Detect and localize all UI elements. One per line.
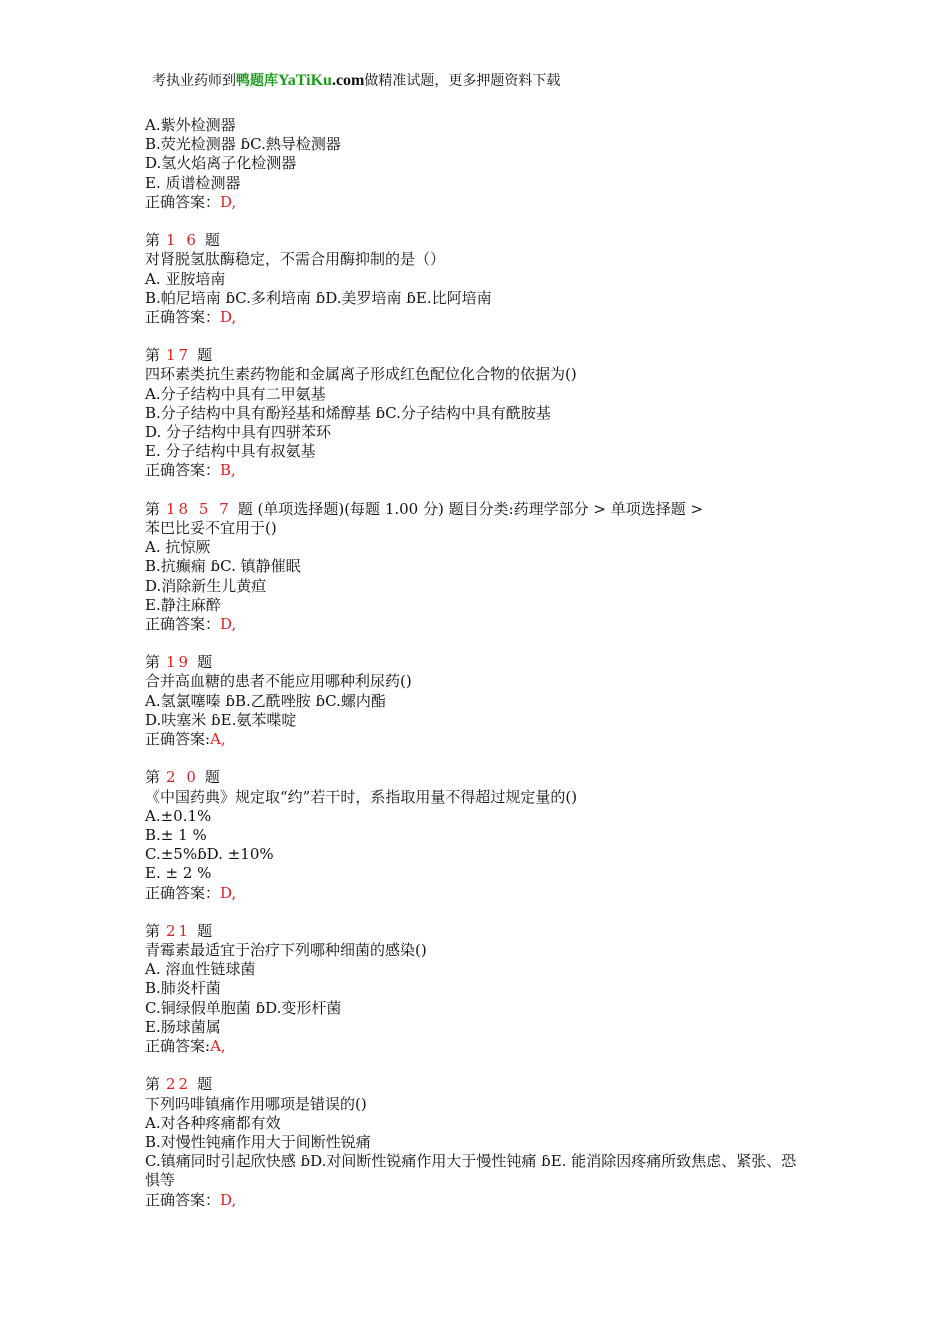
question-number: 21	[166, 921, 192, 940]
question-stem: 对肾脱氢肽酶稳定，不需合用酶抑制的是（）	[145, 250, 446, 269]
heading-suffix: 题 (单项选择题)(每题 1.00 分) 题目分类:药理学部分 > 单项选择题 >	[237, 499, 704, 518]
question-heading	[145, 231, 805, 250]
answer-label: 正确答案：	[145, 883, 221, 902]
heading-prefix: 第	[145, 921, 161, 940]
answer-value: B,	[220, 461, 236, 480]
option-line: A.氢氯噻嗪 ɓB.乙酰唑胺 ɓC.螺内酯	[145, 691, 386, 710]
question-20	[145, 768, 805, 902]
heading-prefix: 第	[145, 768, 161, 787]
heading-suffix: 题	[197, 921, 213, 940]
answer-line	[145, 884, 805, 903]
question-number: 2 0	[166, 768, 199, 787]
option-line: A.对各种疼痛都有效	[145, 1113, 281, 1132]
question-stem: 下列吗啡镇痛作用哪项是错误的()	[145, 1094, 367, 1113]
answer-label: 正确答案：	[145, 307, 221, 326]
answer-label: 正确答案：	[145, 461, 221, 480]
header-prefix: 考执业药师到	[152, 73, 236, 89]
question-number: 17	[166, 346, 192, 365]
question-21	[145, 922, 805, 1056]
option-line: B.帕尼培南 ɓC.多利培南 ɓD.美罗培南 ɓE.比阿培南	[145, 288, 492, 307]
question-heading	[145, 500, 805, 519]
option-line: A. 亚胺培南	[145, 269, 226, 288]
heading-suffix: 题	[197, 1075, 213, 1094]
heading-prefix: 第	[145, 346, 161, 365]
brand-name-cn[interactable]: 鸭题库	[236, 73, 278, 89]
option-line: E. 分子结构中具有叔氨基	[145, 442, 316, 461]
question-stem: 合并高血糖的患者不能应用哪种利尿药()	[145, 672, 412, 691]
option-line: C.±5%ɓD. ±10%	[145, 845, 274, 864]
question-number: 18 5 7	[166, 499, 232, 518]
question-list	[145, 116, 805, 1210]
question-stem: 青霉素最适宜于治疗下列哪种细菌的感染()	[145, 941, 427, 960]
site-header	[152, 71, 560, 91]
heading-suffix: 题	[197, 346, 213, 365]
option-line: A.紫外检测器	[145, 116, 236, 134]
answer-line	[145, 1191, 805, 1210]
question-15	[145, 116, 805, 212]
heading-suffix: 题	[204, 231, 220, 250]
answer-label: 正确答案：	[145, 614, 221, 633]
question-heading	[145, 653, 805, 672]
option-line: B.肺炎杆菌	[145, 979, 221, 998]
heading-prefix: 第	[145, 499, 161, 518]
option-line: B.抗癫痫 ɓC. 镇静催眠	[145, 557, 301, 576]
answer-value: A,	[210, 730, 226, 749]
answer-value: D,	[220, 883, 237, 902]
answer-line	[145, 193, 805, 212]
answer-value: D,	[220, 1190, 237, 1209]
option-line: C.镇痛同时引起欣快感 ɓD.对间断性锐痛作用大于慢性钝痛 ɓE. 能消除因疼痛所致焦虑、紧张、恐惧等	[145, 1152, 797, 1190]
option-line: B.分子结构中具有酚羟基和烯醇基 ɓC.分子结构中具有酰胺基	[145, 403, 551, 422]
option-line: A.分子结构中具有二甲氨基	[145, 384, 326, 403]
answer-label: 正确答案:	[145, 730, 211, 749]
question-18	[145, 500, 805, 634]
option-line: B.荧光检测器 ɓC.熱导检测器	[145, 135, 341, 154]
question-22	[145, 1075, 805, 1209]
brand-name-en[interactable]: YaTiKu	[278, 72, 332, 89]
question-heading	[145, 346, 805, 365]
question-17	[145, 346, 805, 480]
question-number: 22	[166, 1075, 192, 1094]
option-line: A. 溶血性链球菌	[145, 960, 256, 979]
heading-prefix: 第	[145, 653, 161, 672]
option-line: E.静注麻醉	[145, 595, 221, 614]
answer-value: D,	[220, 307, 237, 326]
option-line: D.氢火焰离子化检测器	[145, 154, 297, 173]
option-line: E.肠球菌属	[145, 1017, 221, 1036]
question-19	[145, 653, 805, 749]
option-line: C.铜绿假单胞菌 ɓD.变形杆菌	[145, 998, 342, 1017]
answer-value: D,	[220, 614, 237, 633]
answer-label: 正确答案:	[145, 1037, 211, 1056]
answer-line	[145, 730, 805, 749]
question-heading	[145, 922, 805, 941]
option-line: D.呋塞米 ɓE.氨苯喋啶	[145, 710, 297, 729]
option-line: D. 分子结构中具有四骈苯环	[145, 423, 332, 441]
heading-prefix: 第	[145, 1075, 161, 1094]
option-line: E. 质谱检测器	[145, 173, 241, 192]
answer-line	[145, 461, 805, 480]
question-stem: 苯巴比妥不宜用于()	[145, 518, 277, 537]
option-line: D.消除新生儿黄疸	[145, 576, 267, 595]
answer-line	[145, 308, 805, 327]
answer-label: 正确答案：	[145, 192, 221, 211]
option-line: A.±0.1%	[145, 806, 212, 825]
heading-suffix: 题	[197, 653, 213, 672]
option-line: B.± 1 %	[145, 825, 207, 844]
answer-label: 正确答案：	[145, 1190, 221, 1209]
question-heading	[145, 1075, 805, 1094]
heading-suffix: 题	[204, 768, 220, 787]
heading-prefix: 第	[145, 231, 161, 250]
brand-domain[interactable]: .com	[331, 72, 365, 89]
answer-value: A,	[210, 1037, 226, 1056]
question-stem: 四环素类抗生素药物能和金属离子形成红色配位化合物的依据为()	[145, 365, 577, 384]
question-stem: 《中国药典》规定取“约”若干时，系指取用量不得超过规定量的()	[145, 787, 578, 806]
option-line: A. 抗惊厥	[145, 538, 211, 557]
question-heading	[145, 768, 805, 787]
question-number: 19	[166, 653, 192, 672]
question-number: 1 6	[166, 231, 199, 250]
answer-line	[145, 615, 805, 634]
answer-value: D,	[220, 192, 237, 211]
option-line: B.对慢性钝痛作用大于间断性锐痛	[145, 1132, 371, 1151]
answer-line	[145, 1037, 805, 1056]
header-suffix: 做精准试题，更多押题资料下载	[364, 73, 561, 89]
option-line: E. ± 2 %	[145, 864, 212, 883]
question-16	[145, 231, 805, 327]
